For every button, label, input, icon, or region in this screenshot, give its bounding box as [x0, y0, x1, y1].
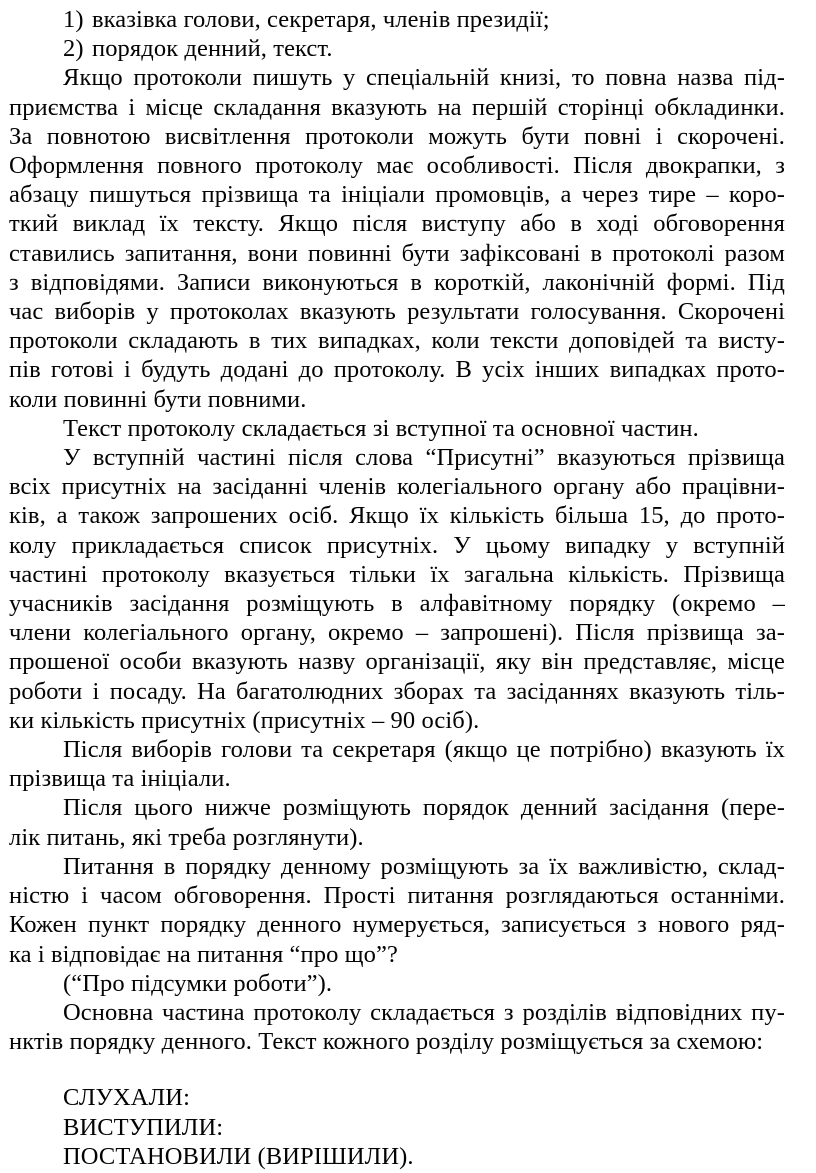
text-line: частині протоколу вказується тільки їх загальна кількість. Прізвища [9, 560, 785, 588]
scheme-line: ВИСТУПИЛИ: [63, 1113, 224, 1141]
text-line: колу прикладається список присутніх. У цьому випадку у вступній [9, 531, 785, 559]
text-line: За повнотою висвітлення протоколи можуть бути повні і скорочені. [9, 122, 785, 150]
text-line: Якщо протоколи пишуть у спеціальній книзі, то повна назва під- [63, 64, 785, 92]
text-line: учасників засідання розміщують в алфавітному порядку (окремо – [9, 590, 785, 618]
text-line: коли повинні бути повними. [9, 385, 307, 413]
scheme-line: СЛУХАЛИ: [63, 1084, 190, 1112]
text-line: протоколи складають в тих випадках, коли тексти доповідей та висту- [9, 327, 785, 355]
list-item-marker: 1) [63, 6, 84, 33]
text-line: Питання в порядку денному розміщують за їх важливістю, склад- [63, 852, 785, 880]
text-line: Основна частина протоколу складається з розділів відповідних пу- [63, 998, 785, 1026]
text-line: У вступній частині після слова “Присутні” вказуються прізвища [63, 444, 785, 472]
scheme-block [9, 1083, 785, 1171]
numbered-list [9, 5, 785, 63]
text-line: абзацу пишуться прізвища та ініціали промовців, а через тире – коро- [9, 181, 785, 209]
text-line: члени колегіального органу, окремо – запрошені). Після прізвища за- [9, 619, 785, 647]
text-line: Після цього нижче розміщують порядок денний засідання (пере- [63, 794, 785, 822]
text-line: ка і відповідає на питання “про що”? [9, 940, 398, 968]
list-item [9, 34, 785, 63]
text-line: з відповідями. Записи виконуються в короткій, лаконічній формі. Під [9, 268, 785, 296]
text-line: прошеної особи вказують назву організації, яку він представляє, місце [9, 648, 785, 676]
text-line: нктів порядку денного. Текст кожного розділу розміщується за схемою: [9, 1028, 764, 1056]
text-line: Після виборів голови та секретаря (якщо це потрібно) вказують їх [63, 736, 785, 764]
paragraphs [9, 63, 785, 1056]
list-item-text: вказівка голови, секретаря, членів президії; [92, 6, 550, 33]
text-line: ки кількість присутніх (присутніх – 90 осіб). [9, 706, 480, 734]
list-item [9, 5, 785, 34]
text-line: приємства і місце складання вказують на першій сторінці обкладинки. [9, 93, 785, 121]
text-line: ставились запитання, вони повинні бути зафіксовані в протоколі разом [9, 239, 785, 267]
text-line: (“Про підсумки роботи”). [63, 969, 333, 997]
text-line: ків, а також запрошених осіб. Якщо їх кількість більша 15, до прото- [9, 502, 785, 530]
list-item-marker: 2) [63, 35, 84, 63]
text-line: роботи і посаду. На багатолюдних зборах та засіданнях вказують тіль- [9, 677, 785, 705]
text-line: Кожен пункт порядку денного нумерується, записується з нового ряд- [9, 911, 785, 939]
text-line: пів готові і будуть додані до протоколу. В усіх інших випадках прото- [9, 356, 785, 384]
text-line: всіх присутніх на засіданні членів колегіального органу або працівни- [9, 473, 785, 501]
text-line: Оформлення повного протоколу має особливості. Після двокрапки, з [9, 152, 785, 180]
text-line: ткий виклад їх тексту. Якщо після виступу або в ході обговорення [9, 210, 785, 238]
text-line: Текст протоколу складається зі вступної та основної частин. [63, 414, 699, 442]
text-line: час виборів у протоколах вказують результати голосування. Скорочені [9, 298, 785, 326]
text-line: ністю і часом обговорення. Прості питання розглядаються останніми. [9, 882, 785, 910]
text-block [9, 5, 785, 1171]
scheme-line: ПОСТАНОВИЛИ (ВИРІШИЛИ). [63, 1142, 414, 1170]
text-line: лік питань, які треба розглянути). [9, 823, 364, 851]
text-line: прізвища та ініціали. [9, 765, 231, 793]
list-item-text: порядок денний, текст. [92, 35, 333, 63]
